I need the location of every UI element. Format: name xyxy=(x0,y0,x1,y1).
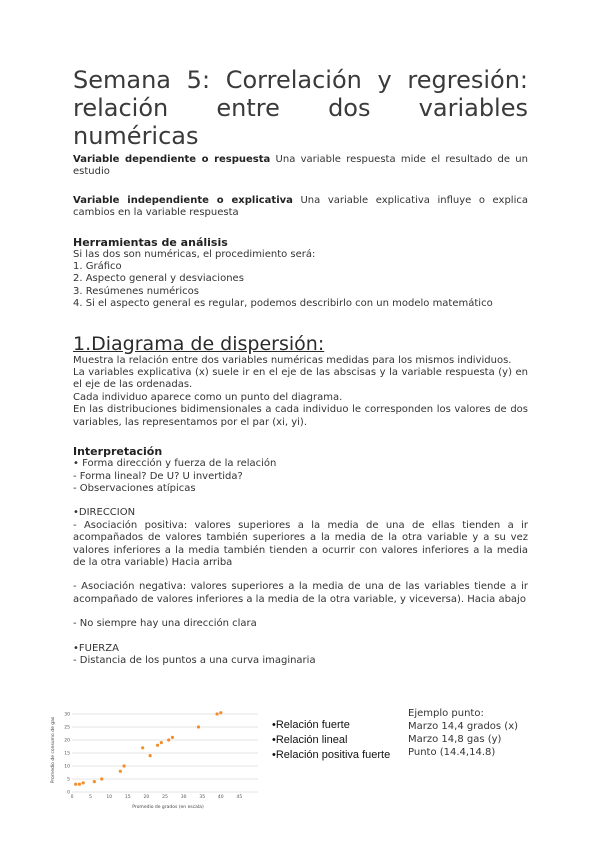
data-point xyxy=(141,746,144,749)
x-tick-label: 10 xyxy=(106,795,113,800)
data-point xyxy=(219,711,222,714)
bullet-strong-positive-relation: •Relación positiva fuerte xyxy=(272,749,391,761)
figure-bullets xyxy=(272,718,390,763)
data-point xyxy=(82,781,85,784)
data-point xyxy=(215,712,218,715)
data-point xyxy=(156,744,159,747)
data-point xyxy=(122,764,125,767)
scatter-chart xyxy=(44,700,266,812)
chart-points xyxy=(74,711,222,786)
list-item: - Forma lineal? De U? U invertida? xyxy=(73,470,243,482)
example-line: Marzo 14,4 grados (x) xyxy=(408,721,519,732)
y-tick-label: 25 xyxy=(64,725,70,731)
unclear-direction: - No siempre hay una dirección clara xyxy=(73,618,257,630)
positive-association: - Asociación positiva: valores superiores a la media de una de ellas tienden a ir acompañados de valores también superiores a la media de la otra variable y a su vez valores inferiores a la media también tienden a ocurrir con valores inferiores a la media de la otra variable) Hacia arriba xyxy=(73,519,528,568)
x-tick-label: 20 xyxy=(143,795,150,800)
data-point xyxy=(74,783,77,786)
data-point xyxy=(149,754,152,757)
data-point xyxy=(78,783,81,786)
bullet-linear-relation: •Relación lineal xyxy=(272,734,348,746)
definition-dependent-term: Variable dependiente o respuesta xyxy=(73,154,271,165)
section1-paragraph: Muestra la relación entre dos variables numéricas medidas para los mismos individuos. xyxy=(73,354,512,366)
definition-dependent xyxy=(73,154,528,179)
strength-text: - Distancia de los puntos a una curva imaginaria xyxy=(73,654,316,666)
x-tick-label: 15 xyxy=(124,795,131,800)
y-tick-label: 30 xyxy=(64,712,70,718)
definition-dependent-text: Una variable respuesta mide el resultado de un estudio xyxy=(73,154,528,178)
section1-paragraph: Cada individuo aparece como un punto del diagrama. xyxy=(73,391,343,403)
definition-independent-text: Una variable explicativa influye o explica cambios en la variable respuesta xyxy=(73,194,528,219)
chart-grid xyxy=(72,714,258,792)
y-tick-label: 0 xyxy=(67,790,70,796)
y-tick-label: 10 xyxy=(64,764,70,770)
list-item: 1. Gráfico xyxy=(73,261,122,273)
y-tick-label: 15 xyxy=(64,751,70,757)
y-tick-label: 5 xyxy=(67,777,70,783)
y-axis-label: Promedio de consumo de gas xyxy=(51,716,56,784)
example-line: Marzo 14,8 gas (y) xyxy=(408,734,502,745)
negative-association: - Asociación negativa: valores superiores a la media de una de las variables tiende a ir acompañado de valores inferiores a la media de la otra variable, y viceversa). Hacia abajo xyxy=(73,581,528,605)
document-page xyxy=(73,66,528,667)
x-tick-label: 45 xyxy=(236,795,243,800)
data-point xyxy=(167,738,170,741)
x-tick-label: 30 xyxy=(180,795,187,800)
x-tick-label: 25 xyxy=(162,795,168,800)
definition-independent-term: Variable independiente o explicativa xyxy=(73,194,293,206)
page-title-line-1: Semana 5: Correlación y regresión: xyxy=(73,66,528,94)
data-point xyxy=(197,725,200,728)
data-point xyxy=(93,780,96,783)
section1-paragraph: La variables explicativa (x) suele ir en el eje de las abscisas y la variable respuesta (y) en el eje de las ordenadas. xyxy=(73,367,528,391)
section1-paragraph: En las distribuciones bidimensionales a cada individuo le corresponden los valores de dos variables, las representamos por el par (xi, yi). xyxy=(73,404,528,428)
x-tick-label: 5 xyxy=(89,795,93,800)
data-point xyxy=(100,777,103,780)
x-axis-label: Promedio de grados (en escala) xyxy=(132,805,204,810)
tools-list xyxy=(73,261,528,311)
bullet-strong-relation: •Relación fuerte xyxy=(272,719,350,731)
direction-heading: •DIRECCION xyxy=(73,507,136,519)
page-title-line-2: relación entre dos variables numéricas xyxy=(73,94,528,150)
example-line: Ejemplo punto: xyxy=(408,708,484,719)
data-point xyxy=(160,741,163,744)
x-tick-labels xyxy=(71,794,243,800)
example-line: Punto (14.4,14.8) xyxy=(408,747,496,758)
data-point xyxy=(119,770,122,773)
x-tick-label: 35 xyxy=(199,795,206,800)
data-point xyxy=(171,736,174,739)
list-item: - Observaciones atípicas xyxy=(73,482,196,494)
scatter-figure xyxy=(44,700,266,812)
definition-independent xyxy=(73,195,528,220)
example-point xyxy=(408,707,518,759)
list-item: • Forma dirección y fuerza de la relación xyxy=(73,458,277,470)
interpretation-heading: Interpretación xyxy=(73,445,163,459)
x-tick-label: 40 xyxy=(217,795,224,800)
x-tick-label: 0 xyxy=(70,795,74,800)
tools-intro: Si las dos son numéricas, el procedimiento será: xyxy=(73,248,316,260)
list-item: 3. Resúmenes numéricos xyxy=(73,285,199,297)
strength-heading: •FUERZA xyxy=(73,642,119,654)
list-item: 4. Si el aspecto general es regular, podemos describirlo con un modelo matemático xyxy=(73,298,493,310)
tools-heading: Herramientas de análisis xyxy=(73,235,228,249)
list-item: 2. Aspecto general y desviaciones xyxy=(73,273,244,285)
interpretation-list xyxy=(73,458,528,495)
section-heading-scatter: 1.Diagrama de dispersión: xyxy=(73,332,325,355)
y-tick-label: 20 xyxy=(64,738,70,744)
y-tick-labels xyxy=(64,712,70,796)
